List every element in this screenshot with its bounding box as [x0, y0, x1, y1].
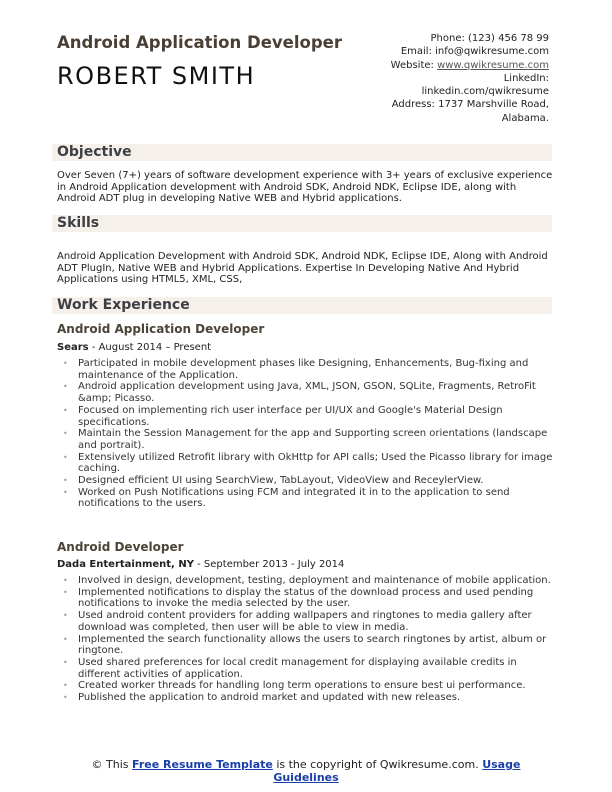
list-item: • Worked on Push Notifications using FCM and integrated it in to the application to send notifications to the users. — [57, 487, 554, 510]
skills-text: Android Application Development with Android SDK, Android NDK, Eclipse IDE, Along with Android ADT PlugIn, Native WEB and Hybrid Applications. Expertise In Developing Native And Hybrid Applications using HTML5, XML, CSS, — [57, 251, 548, 286]
list-item: • Created worker threads for handling long term operations to ensure best ui performance. — [57, 680, 554, 692]
work-section-bar — [52, 297, 552, 314]
address-line1: Address: 1737 Marshville Road, — [391, 99, 549, 111]
dates: - August 2014 – Present — [88, 342, 212, 353]
company: Dada Entertainment, NY — [57, 559, 194, 570]
website-label: Website: — [390, 59, 438, 71]
phone: Phone: (123) 456 78 99 — [430, 33, 549, 44]
list-item: • Implemented notifications to display the status of the download process and used pending notifications to invoke the media selected by the user. — [57, 587, 554, 610]
email: Email: info@qwikresume.com — [400, 46, 549, 58]
objective-text: Over Seven (7+) years of software development experience with 3+ years of exclusive experience in Android Application development with Android SDK, Android NDK, Eclipse IDE, along with Android ADT plug in developing Native WEB and Hybrid applications. — [57, 170, 553, 205]
job-company-dates — [57, 342, 211, 353]
job-bullets — [57, 575, 554, 704]
skills-heading: Skills — [57, 215, 100, 231]
candidate-name: ROBERT SMITH — [57, 62, 256, 90]
list-item: • Android application development using Java, XML, JSON, GSON, SQLite, Fragments, RetroFit &amp; Picasso. — [57, 381, 554, 404]
footer-middle: is the copyright of Qwikresume.com. — [272, 758, 483, 771]
dates: - September 2013 - July 2014 — [193, 559, 345, 570]
website-link[interactable]: www.qwikresume.com — [437, 59, 549, 71]
copyright-footer — [80, 758, 532, 784]
free-resume-template-link[interactable]: Free Resume Template — [132, 758, 273, 771]
list-item: • Used android content providers for adding wallpapers and ringtones to media gallery after download was completed, then user will be able to view in media. — [57, 610, 554, 633]
job-title-heading: Android Application Developer — [57, 33, 342, 52]
objective-heading: Objective — [57, 144, 132, 160]
list-item: • Involved in design, development, testing, deployment and maintenance of mobile application. — [57, 575, 554, 587]
list-item: • Participated in mobile development phases like Designing, Enhancements, Bug-fixing and maintenance of the Application. — [57, 358, 554, 381]
address-line2: Alabama. — [501, 112, 549, 124]
list-item: • Implemented the search functionality allows the users to search ringtones by artist, album or ringtone. — [57, 634, 554, 657]
company: Sears — [57, 342, 89, 353]
list-item: • Designed efficient UI using SearchView, TabLayout, VideoView and ReceylerView. — [57, 475, 554, 487]
job-company-dates — [57, 559, 344, 570]
job-bullets — [57, 358, 554, 510]
linkedin: linkedin.com/qwikresume — [421, 86, 549, 98]
list-item: • Extensively utilized Retrofit library with OkHttp for API calls; Used the Picasso library for image caching. — [57, 452, 554, 475]
contact-info — [349, 32, 549, 125]
objective-section-bar — [52, 144, 552, 161]
job-title: Android Developer — [57, 540, 184, 554]
list-item: • Used shared preferences for local credit management for displaying available credits in different activities of application. — [57, 657, 554, 680]
linkedin-label: LinkedIn: — [503, 72, 549, 84]
footer-prefix: © This — [91, 758, 133, 771]
job-title: Android Application Developer — [57, 322, 265, 336]
skills-section-bar — [52, 215, 552, 232]
usage-guidelines-link[interactable]: Usage Guidelines — [273, 758, 521, 784]
work-heading: Work Experience — [57, 297, 190, 313]
list-item: • Maintain the Session Management for the app and Supporting screen orientations (landscape and portrait). — [57, 428, 554, 451]
list-item: • Published the application to android market and updated with new releases. — [57, 692, 554, 704]
list-item: • Focused on implementing rich user interface per UI/UX and Google's Material Design specifications. — [57, 405, 554, 428]
